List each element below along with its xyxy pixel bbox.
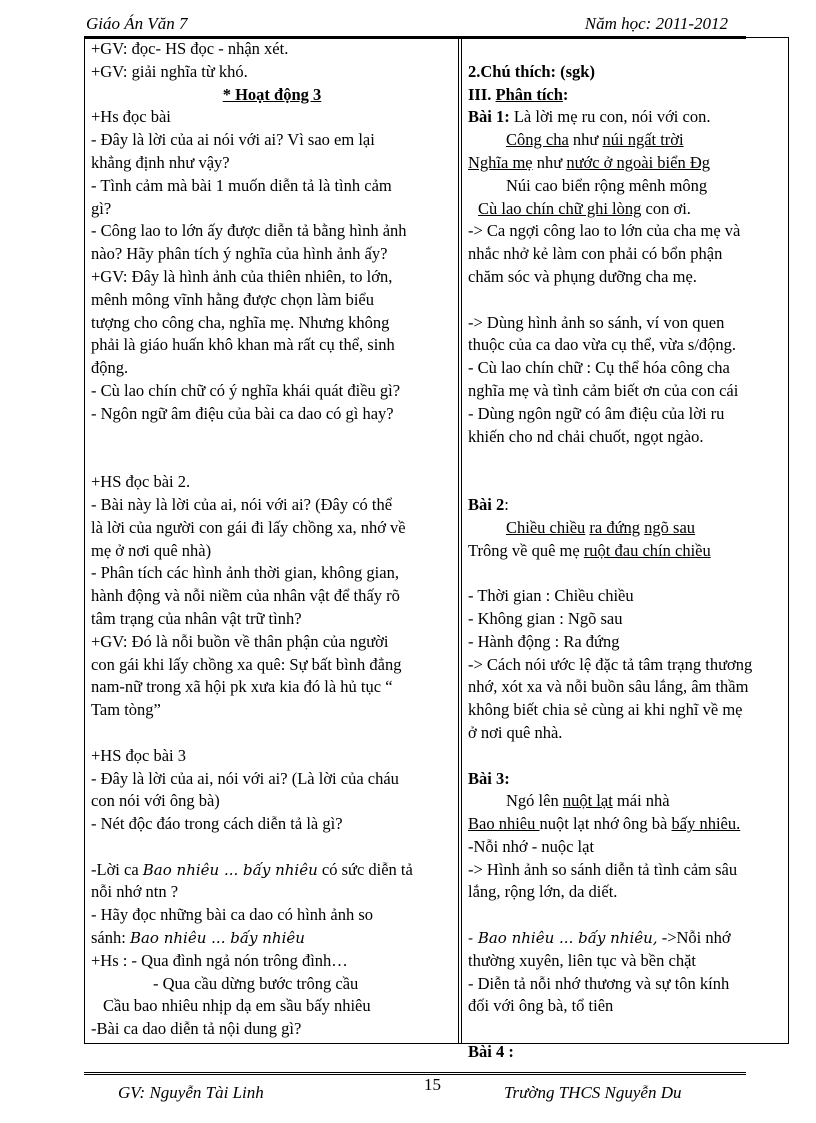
- text-line: - Qua cầu dừng bước trông cầu: [153, 973, 359, 993]
- text-line: mẹ ở nơi quê nhà): [91, 540, 212, 560]
- text-line: nào? Hãy phân tích ý nghĩa của hình ảnh ấy?: [91, 244, 388, 264]
- text-line: - Hành động : Ra đứng: [468, 631, 620, 651]
- page-header: [84, 10, 746, 39]
- text-line: chăm sóc và phụng dưỡng cha mẹ.: [468, 266, 697, 286]
- text-line: +HS đọc bài 2.: [91, 472, 191, 492]
- text-line: mênh mông vĩnh hằng được chọn làm biểu: [91, 289, 374, 309]
- text-line: Tam tòng”: [91, 700, 161, 720]
- poem-line: Trông về quê mẹ ruột đau chín chiều: [468, 540, 711, 560]
- text-line: - Cù lao chín chữ : Cụ thể hóa công cha: [468, 358, 730, 378]
- text-line: động.: [91, 358, 129, 378]
- text-line: -Lời ca Bao nhiêu ... bấy nhiêu có sức diễn tả: [91, 859, 413, 879]
- text-line: là lời của người con gái đi lấy chồng xa, nhớ về: [91, 517, 406, 537]
- text-line: hành động và nỗi niềm của nhân vật để thấy rõ: [91, 586, 400, 606]
- text-line: +GV: đọc- HS đọc - nhận xét.: [91, 39, 289, 58]
- text-line: - Hãy đọc những bài ca dao có hình ảnh so: [91, 905, 374, 925]
- text-line: con gái khi lấy chồng xa quê: Sự bất bình đẳng: [91, 654, 402, 674]
- text-line: - Cù lao chín chữ có ý nghĩa khái quát điều gì?: [91, 380, 401, 400]
- text-line: nỗi nhớ ntn ?: [91, 882, 179, 902]
- text-line: thường xuyên, liên tục và bền chặt: [468, 950, 696, 970]
- poem-line: Ngó lên nuột lạt mái nhà: [506, 791, 670, 811]
- text-line: - Phân tích các hình ảnh thời gian, không gian,: [91, 563, 399, 583]
- text-line: -> Ca ngợi công lao to lớn của cha mẹ và: [468, 221, 741, 241]
- text-line: - Bao nhiêu ... bấy nhiêu, ->Nỗi nhớ: [468, 928, 731, 948]
- page-footer: [84, 1072, 746, 1111]
- lesson-table: [84, 37, 789, 1062]
- text-line: gì?: [91, 198, 112, 218]
- text-line: - Đây là lời của ai nói với ai? Vì sao em lại: [91, 130, 375, 150]
- activity-heading: * Hoạt động 3: [222, 84, 322, 104]
- text-line: - Bài này là lời của ai, nói với ai? (Đây có thể: [91, 494, 393, 514]
- column-divider: [458, 38, 462, 1043]
- section-heading: III. Phân tích:: [468, 84, 569, 104]
- text-line: - Dùng ngôn ngữ có âm điệu của lời ru: [468, 403, 725, 423]
- poem-line: Chiều chiều ra đứng ngõ sau: [506, 517, 696, 537]
- text-line: nam-nữ trong xã hội pk xưa kia đó là hủ tục “: [91, 677, 393, 697]
- footer-school: Trường THCS Nguyễn Du: [504, 1083, 682, 1102]
- text-line: +Hs : - Qua đình ngả nón trông đình…: [91, 950, 348, 970]
- text-line: - Thời gian : Chiều chiều: [468, 586, 634, 606]
- text-line: - Nét độc đáo trong cách diễn tả là gì?: [91, 814, 343, 834]
- text-line: +HS đọc bài 3: [91, 745, 187, 765]
- text-line: - Công lao to lớn ấy được diễn tả bằng hình ảnh: [91, 221, 407, 241]
- text-line: -Nỗi nhớ - nuộc lạt: [468, 836, 595, 856]
- text-line: con nói với ông bà): [91, 791, 220, 811]
- section-heading: Bài 3:: [468, 768, 510, 788]
- content-column: [468, 38, 784, 1064]
- text-line: Bài 1: Là lời mẹ ru con, nói với con.: [468, 107, 711, 127]
- text-line: Cầu bao nhiêu nhịp dạ em sầu bấy nhiêu: [103, 996, 371, 1016]
- text-line: lắng, rộng lớn, da diết.: [468, 882, 618, 902]
- poem-line: Nghĩa mẹ như nước ở ngoài biển Đg: [468, 152, 711, 172]
- text-line: +GV: Đây là hình ảnh của thiên nhiên, to lớn,: [91, 266, 393, 286]
- text-line: - Không gian : Ngõ sau: [468, 608, 623, 628]
- section-heading: Bài 4 :: [468, 1042, 514, 1062]
- text-line: thuộc của ca dao vừa cụ thể, vừa s/động.: [468, 335, 737, 355]
- section-heading: Bài 2:: [468, 494, 509, 514]
- text-line: tâm trạng của nhân vật trữ tình?: [91, 608, 302, 628]
- text-line: ở nơi quê nhà.: [468, 722, 563, 742]
- poem-line: Công cha như núi ngất trời: [506, 130, 684, 150]
- text-line: nhắc nhở kẻ làm con phải có bổn phận: [468, 244, 723, 264]
- page-number: 15: [424, 1075, 441, 1094]
- text-line: -Bài ca dao diễn tả nội dung gì?: [91, 1019, 302, 1039]
- text-line: -> Dùng hình ảnh so sánh, ví von quen: [468, 312, 725, 332]
- text-line: -> Cách nói ước lệ đặc tả tâm trạng thương: [468, 654, 753, 674]
- text-line: khẳng định như vậy?: [91, 152, 230, 172]
- text-line: - Diễn tả nỗi nhớ thương và sự tôn kính: [468, 973, 730, 993]
- text-line: +GV: Đó là nỗi buồn về thân phận của người: [91, 631, 389, 651]
- text-line: - Ngôn ngữ âm điệu của bài ca dao có gì hay?: [91, 403, 394, 423]
- poem-line: Cù lao chín chữ ghi lòng con ơi.: [478, 198, 691, 218]
- poem-line: Núi cao biển rộng mênh mông: [506, 175, 708, 195]
- text-line: -> Hình ảnh so sánh diễn tả tình cảm sâu: [468, 859, 738, 879]
- footer-teacher: GV: Nguyễn Tài Linh: [118, 1083, 264, 1102]
- text-line: nghĩa mẹ và tình cảm biết ơn của con cái: [468, 380, 739, 400]
- text-line: - Tình cảm mà bài 1 muốn diễn tả là tình cảm: [91, 175, 392, 195]
- text-line: tượng cho công cha, nghĩa mẹ. Nhưng không: [91, 312, 390, 332]
- section-heading: 2.Chú thích: (sgk): [468, 61, 595, 81]
- text-line: nhớ, xót xa và nỗi buồn sâu lắng, âm thầm: [468, 677, 749, 697]
- teacher-student-activity-column: [91, 38, 453, 1041]
- header-lesson-title: Giáo Án Văn 7: [86, 14, 188, 33]
- text-line: không biết chia sẻ cùng ai khi nghĩ về mẹ: [468, 700, 743, 720]
- text-line: - Đây là lời của ai, nói với ai? (Là lời của cháu: [91, 768, 399, 788]
- text-line: sánh: Bao nhiêu ... bấy nhiêu: [91, 928, 305, 948]
- text-line: phải là giáo huấn khô khan mà rất cụ thể, sinh: [91, 335, 395, 355]
- text-line: +Hs đọc bài: [91, 107, 171, 127]
- text-line: đối với ông bà, tổ tiên: [468, 996, 614, 1016]
- header-school-year: Năm học: 2011-2012: [584, 14, 728, 33]
- text-line: +GV: giải nghĩa từ khó.: [91, 61, 248, 81]
- text-line: khiến cho nd chải chuốt, ngọt ngào.: [468, 426, 704, 446]
- poem-line: Bao nhiêu nuột lạt nhớ ông bà bấy nhiêu.: [468, 814, 741, 834]
